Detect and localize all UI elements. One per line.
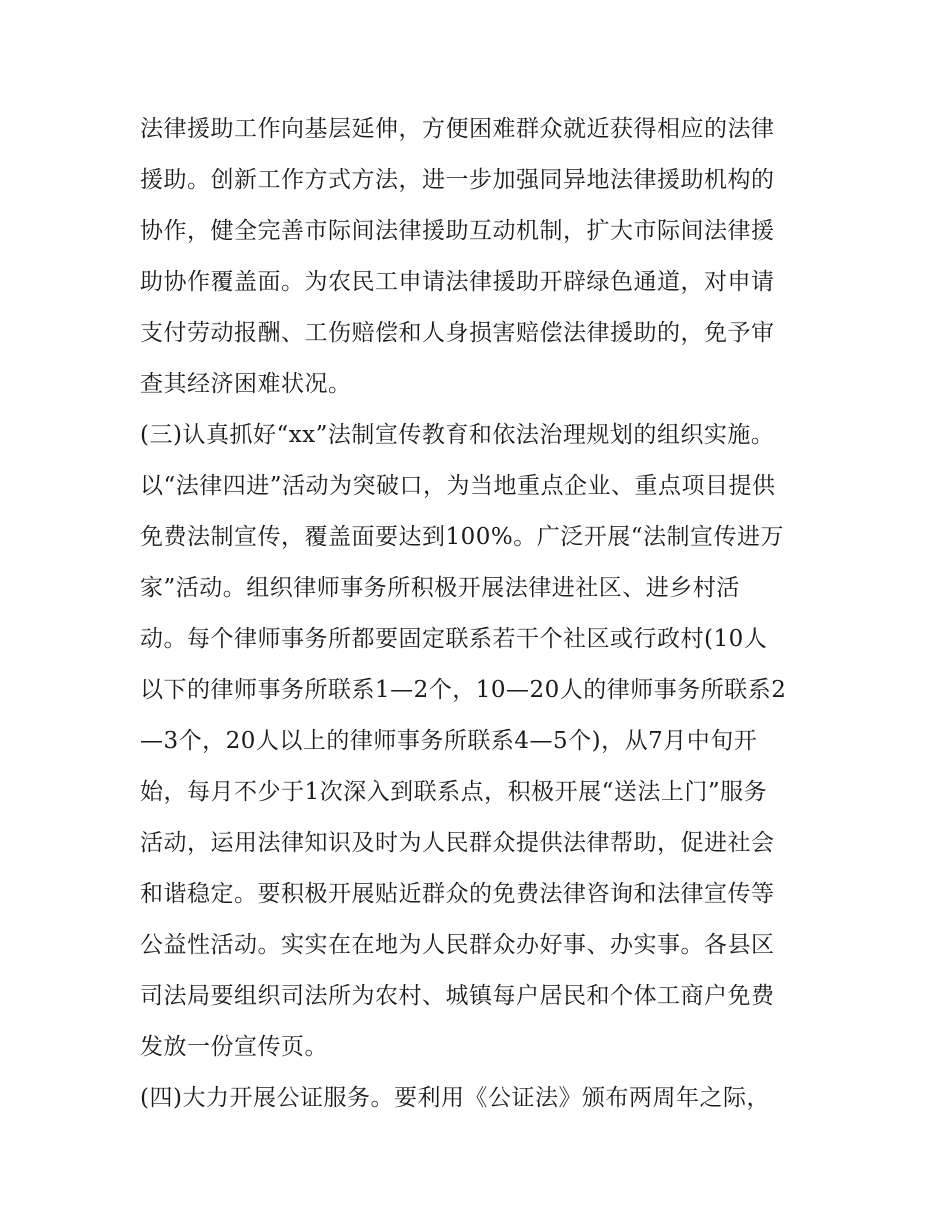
text-line: 公益性活动。实实在在地为人民群众办好事、办实事。各县区 xyxy=(140,932,775,958)
text-line: 和谐稳定。要积极开展贴近群众的免费法律咨询和法律宣传等 xyxy=(140,881,775,907)
text-line: 发放一份宣传页。 xyxy=(140,1034,328,1060)
text-line: 家”活动。组织律师事务所积极开展法律进社区、进乡村活 xyxy=(140,575,740,601)
text-line: 助协作覆盖面。为农民工申请法律援助开辟绿色通道，对申请 xyxy=(140,269,775,295)
document-body xyxy=(140,104,820,1124)
text-line: 动。每个律师事务所都要固定联系若干个社区或行政村(10人 xyxy=(140,626,768,652)
text-line: —3个，20人以上的律师事务所联系4—5个)，从7月中旬开 xyxy=(140,728,758,754)
text-line: 免费法制宣传，覆盖面要达到100%。广泛开展“法制宣传进万 xyxy=(140,524,785,550)
section-heading-3: (三)认真抓好“xx”法制宣传教育和依法治理规划的组织实施。 xyxy=(140,422,775,448)
text-line: 始，每月不少于1次深入到联系点，积极开展“送法上门”服务 xyxy=(140,779,768,805)
section-heading-4: (四)大力开展公证服务。要利用《公证法》颁布两周年之际， xyxy=(140,1085,770,1111)
text-line: 支付劳动报酬、工伤赔偿和人身损害赔偿法律援助的，免予审 xyxy=(140,320,775,346)
text-line: 援助。创新工作方式方法，进一步加强同异地法律援助机构的 xyxy=(140,167,775,193)
text-line: 协作，健全完善市际间法律援助互动机制，扩大市际间法律援 xyxy=(140,218,775,244)
text-line: 法律援助工作向基层延伸，方便困难群众就近获得相应的法律 xyxy=(140,116,775,142)
text-line: 以下的律师事务所联系1—2个，10—20人的律师事务所联系2 xyxy=(140,677,787,703)
text-line: 司法局要组织司法所为农村、城镇每户居民和个体工商户免费 xyxy=(140,983,775,1009)
text-line: 查其经济困难状况。 xyxy=(140,371,352,397)
text-line: 以“法律四进”活动为突破口，为当地重点企业、重点项目提供 xyxy=(140,473,776,499)
text-line: 活动，运用法律知识及时为人民群众提供法律帮助，促进社会 xyxy=(140,830,775,856)
